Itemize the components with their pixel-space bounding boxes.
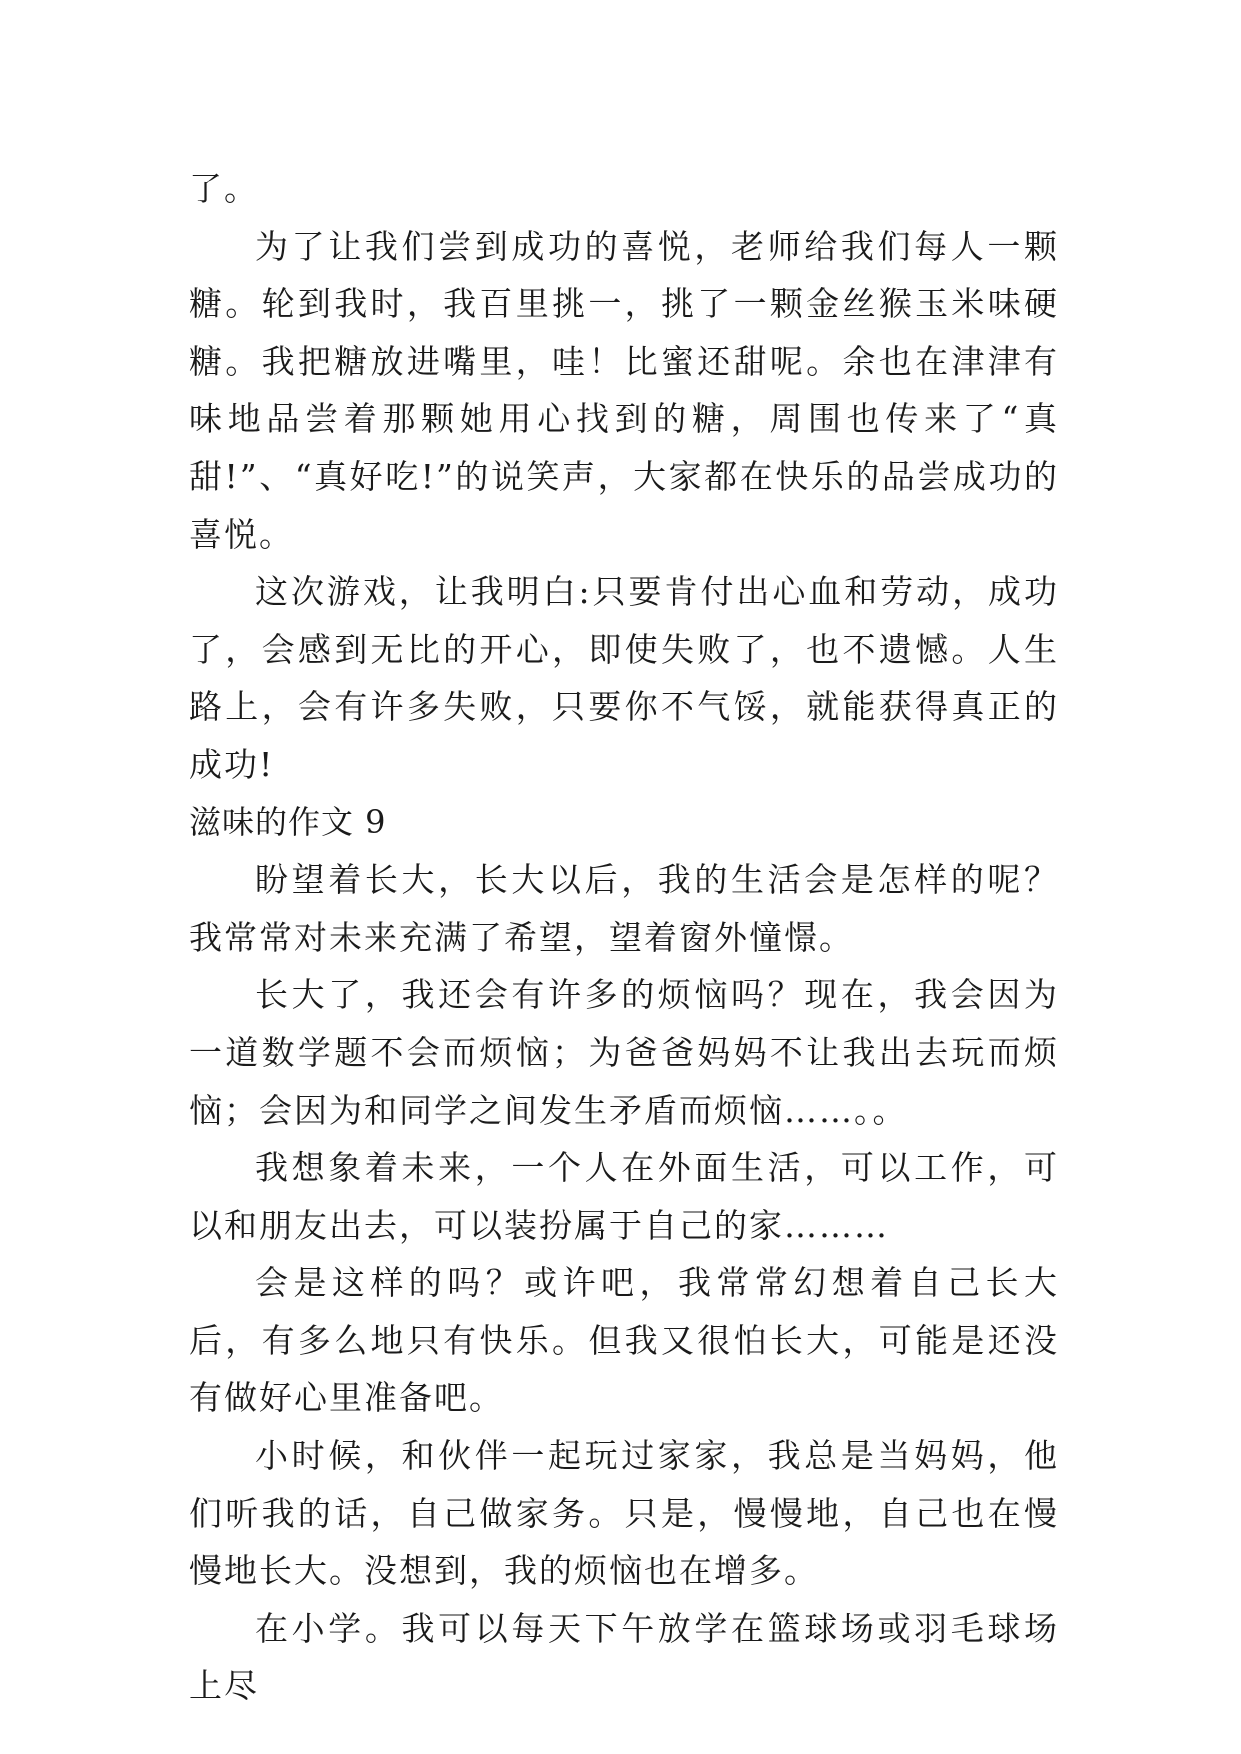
section-heading: 滋味的作文 9 bbox=[189, 802, 387, 841]
paragraph: 我想象着未来，一个人在外面生活，可以工作，可以和朋友出去，可以装扮属于自己的家……… bbox=[189, 1148, 1059, 1245]
paragraph: 这次游戏，让我明白:只要肯付出心血和劳动，成功了，会感到无比的开心，即使失败了，也不遗憾。人生路上，会有许多失败，只要你不气馁，就能获得真正的成功! bbox=[189, 572, 1059, 784]
paragraph: 在小学。我可以每天下午放学在篮球场或羽毛球场上尽 bbox=[189, 1608, 1059, 1706]
paragraph: 为了让我们尝到成功的喜悦，老师给我们每人一颗糖。轮到我时，我百里挑一，挑了一颗金丝猴玉米味硬糖。我把糖放进嘴里，哇！比蜜还甜呢。余也在津津有味地品尝着那颗她用心找到的糖，周围也传来了“真甜!”、“真好吃!”的说笑声，大家都在快乐的品尝成功的喜悦。 bbox=[189, 226, 1059, 554]
paragraph: 盼望着长大，长大以后，我的生活会是怎样的呢？我常常对未来充满了希望，望着窗外憧憬。 bbox=[189, 860, 1059, 957]
document-body bbox=[189, 160, 1059, 1715]
paragraph-continuation: 了。 bbox=[189, 169, 259, 208]
paragraph: 会是这样的吗？或许吧，我常常幻想着自己长大后，有多么地只有快乐。但我又很怕长大，可能是还没有做好心里准备吧。 bbox=[189, 1263, 1059, 1418]
paragraph: 长大了，我还会有许多的烦恼吗？现在，我会因为一道数学题不会而烦恼；为爸爸妈妈不让我出去玩而烦恼；会因为和同学之间发生矛盾而烦恼……。。 bbox=[189, 975, 1059, 1130]
paragraph: 小时候，和伙伴一起玩过家家，我总是当妈妈，他们听我的话，自己做家务。只是，慢慢地，自己也在慢慢地长大。没想到，我的烦恼也在增多。 bbox=[189, 1436, 1059, 1591]
